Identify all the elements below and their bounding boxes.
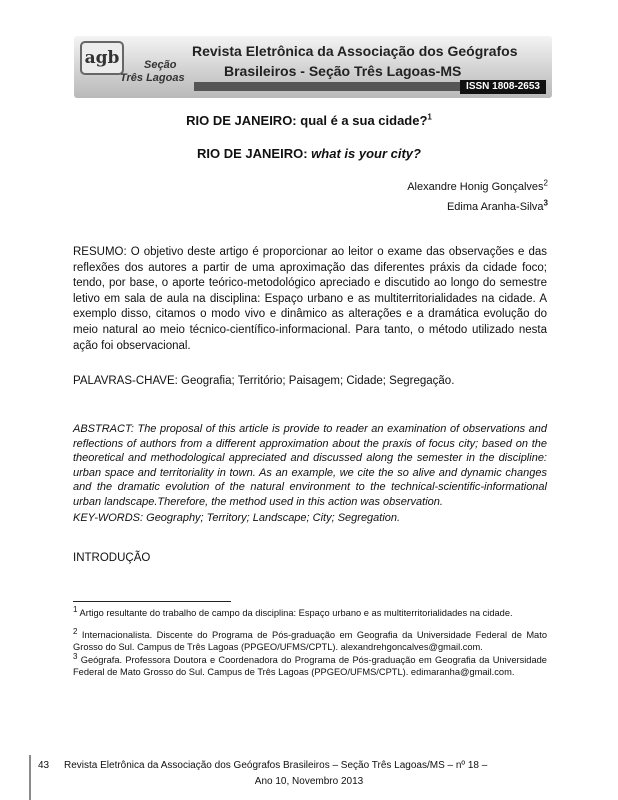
footnote-number: 1 bbox=[73, 604, 78, 614]
author-name: Alexandre Honig Gonçalves bbox=[407, 181, 544, 193]
footer-issue-line: Ano 10, Novembro 2013 bbox=[254, 776, 364, 787]
footnote-text: Artigo resultante do trabalho de campo da disciplina: Espaço urbano e as multiterritorialidades na cidade. bbox=[79, 608, 513, 618]
author-name: Edima Aranha-Silva bbox=[446, 201, 544, 213]
agb-logo: agb bbox=[80, 41, 124, 75]
footnote-number: 2 bbox=[73, 626, 78, 636]
journal-title-line1: Revista Eletrônica da Associação dos Geógrafos bbox=[192, 43, 518, 59]
issn-badge: ISSN 1808-2653 bbox=[460, 80, 546, 94]
footnote-text: Internacionalista. Discente do Programa de Pós-graduação em Geografia da Universidade Federal de Mato Grosso do Sul. Campus de Três Lagoas (PPGEO/UFMS/CPTL). alexandrehgoncalves@gmail.com. bbox=[73, 630, 547, 652]
journal-title-line2: Brasileiros - Seção Três Lagoas-MS bbox=[224, 63, 462, 79]
abstract-paragraph: ABSTRACT: The proposal of this article is provide to reader an examination of observations and reflections of authors from a different approximation about the praxis of focus city; based on the theoretical and methodological appreciated and discussed along the semester in the discipline: urban space and territoriality in town. As an example, we cite the so alive and dynamic changes and the dramatic evolution of the natural environment to the technical-scientific-informational urban landscape.Therefore, the method used in this action was observation. bbox=[73, 423, 547, 508]
footnote-number: 3 bbox=[73, 651, 78, 661]
footnote-3 bbox=[73, 651, 547, 678]
journal-banner bbox=[74, 36, 552, 98]
section-label-line2: Três Lagoas bbox=[120, 72, 185, 84]
article-title-pt bbox=[0, 113, 618, 128]
title-footnote-marker: 1 bbox=[427, 112, 432, 122]
palavras-chave: PALAVRAS-CHAVE: Geografia; Território; Paisagem; Cidade; Segregação. bbox=[73, 375, 455, 387]
author-1 bbox=[407, 178, 548, 193]
footnote-separator bbox=[73, 601, 231, 602]
page-number: 43 bbox=[38, 760, 50, 771]
author-footnote-marker: 3 bbox=[543, 198, 548, 208]
footer-journal-line: Revista Eletrônica da Associação dos Geógrafos Brasileiros – Seção Três Lagoas/MS – nº 18 – bbox=[64, 760, 488, 771]
author-2 bbox=[446, 198, 548, 213]
article-title-en bbox=[0, 146, 618, 161]
footnote-2 bbox=[73, 626, 547, 653]
footnote-text: Geógrafa. Professora Doutora e Coordenadora do Programa de Pós-graduação em Geografia da Universidade Federal de Mato Grosso do Sul. Campus de Três Lagoas (PPGEO/UFMS/CPTL). edimaranha@gmail.com. bbox=[73, 655, 547, 677]
section-heading-introducao: INTRODUÇÃO bbox=[73, 552, 151, 564]
resumo-paragraph: RESUMO: O objetivo deste artigo é proporcionar ao leitor o exame das observações e das reflexões dos autores a partir de uma aproximação das diferentes práxis da cidade foco; tendo, por base, o aporte teórico-metodológico apreciado e discutido ao longo do semestre letivo em sala de aula na disciplina: Espaço urbano e as multiterritorialidades na cidade. A exemplo disso, citamos o modo vivo e dinâmico as alterações e a dramática evolução do meio natural ao meio técnico-científico-informacional. Para tanto, o método utilizado nesta ação foi observacional. bbox=[73, 246, 547, 352]
section-label-line1: Seção bbox=[144, 59, 177, 71]
title-pt-text: RIO DE JANEIRO: qual é a sua cidade? bbox=[186, 113, 428, 128]
author-footnote-marker: 2 bbox=[543, 178, 548, 188]
title-en-prefix: RIO DE JANEIRO: bbox=[197, 146, 312, 161]
keywords: KEY-WORDS: Geography; Territory; Landscape; City; Segregation. bbox=[73, 512, 401, 524]
footnote-1 bbox=[73, 604, 547, 620]
title-en-italic: what is your city? bbox=[311, 146, 421, 161]
